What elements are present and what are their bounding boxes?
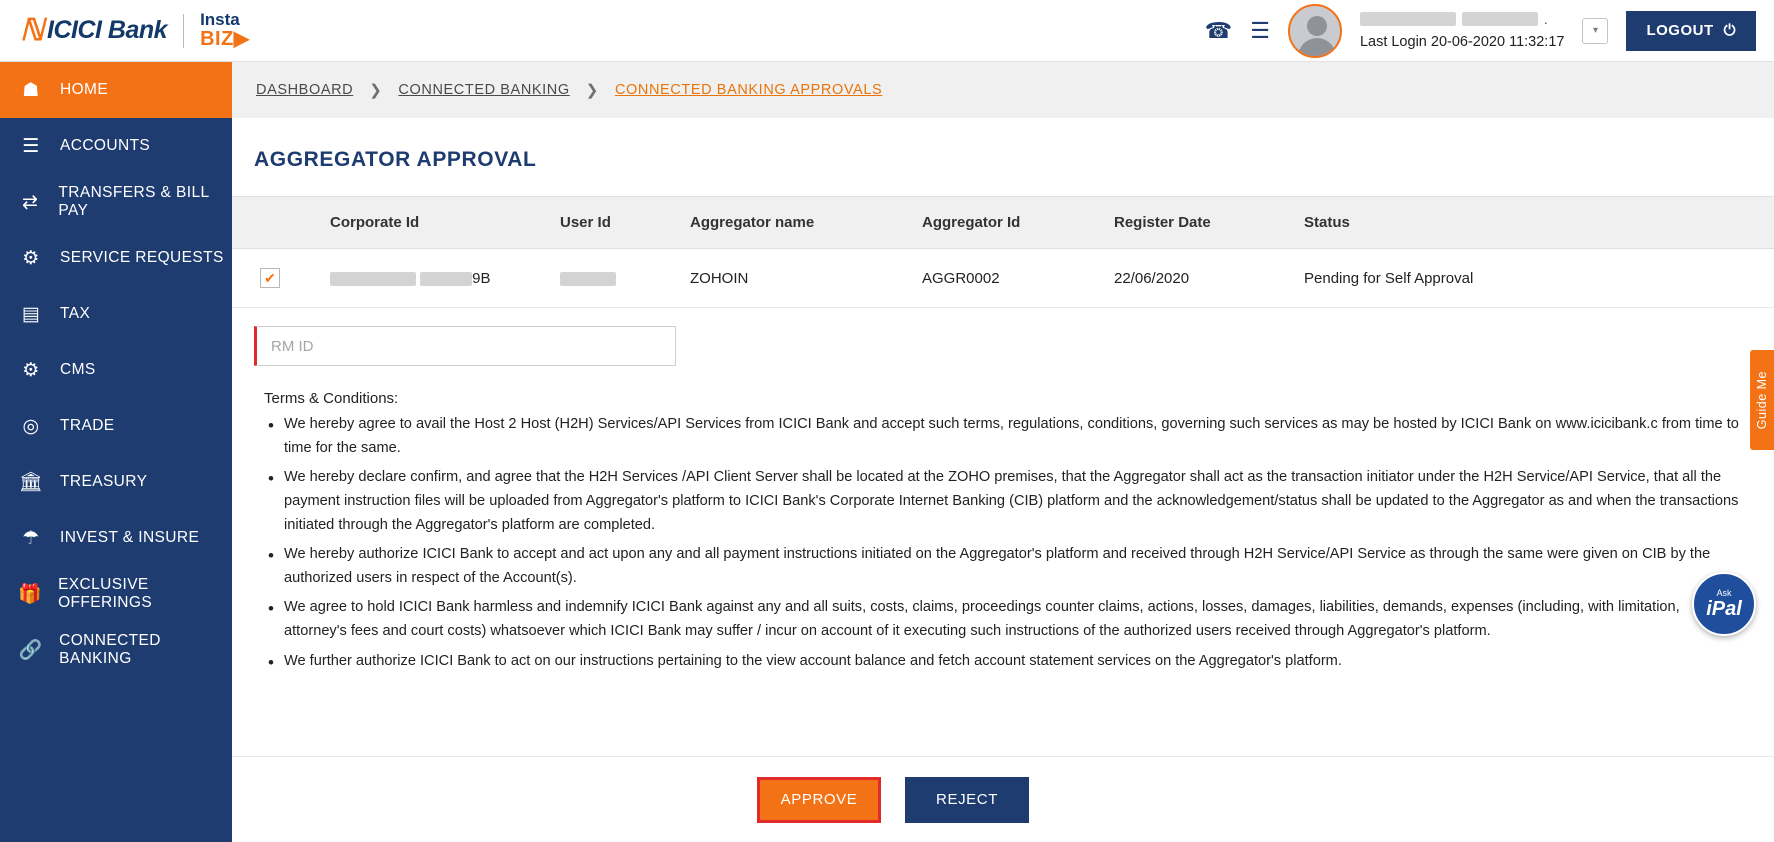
gear-icon: ⚙: [22, 359, 40, 381]
app-header: [0, 0, 1774, 62]
page-title: AGGREGATOR APPROVAL: [254, 148, 537, 171]
last-login-text: Last Login 20-06-2020 11:32:17: [1359, 33, 1565, 50]
user-name-suffix: .: [1543, 11, 1548, 27]
cell-aggregator-name: ZOHOIN: [690, 249, 922, 308]
column-header-aggregator-name: Aggregator name: [690, 197, 922, 249]
sidebar-item-label: SERVICE REQUESTS: [60, 249, 224, 266]
sidebar-item-label: TRADE: [60, 417, 115, 434]
sidebar-item-label: HOME: [60, 81, 109, 98]
list-icon[interactable]: ☰: [1250, 17, 1270, 43]
ask-ipal-button[interactable]: [1692, 572, 1756, 636]
sidebar-item-label: CMS: [60, 361, 96, 378]
header-right-cluster: [1205, 4, 1774, 58]
sidebar-item-label: TRANSFERS & BILL PAY: [58, 184, 209, 219]
check-icon: ✔: [264, 269, 276, 286]
guide-me-tab[interactable]: [1750, 350, 1774, 450]
gift-icon: 🎁: [18, 584, 43, 605]
table-row[interactable]: [232, 249, 1774, 308]
list-item: • We hereby agree to avail the Host 2 Host (H2H) Services/API Services from ICICI Bank and accept such terms, regulations, conditions, governing such services as may be hosted by ICICI Bank on www.icicibank.c from time to time for the same.: [284, 413, 1740, 460]
power-icon: ⏻: [1723, 22, 1736, 39]
trade-globe-icon: ◎: [22, 415, 40, 437]
home-icon: ☗: [22, 79, 40, 101]
logout-button[interactable]: [1626, 11, 1756, 51]
row-select-cell: [232, 249, 330, 308]
umbrella-icon: ☂: [22, 527, 40, 549]
aggregator-approval-table: [232, 196, 1774, 308]
reject-button[interactable]: REJECT: [905, 777, 1029, 823]
sidebar-item-label: TAX: [60, 305, 91, 322]
caret-glyph: ▾: [1592, 25, 1598, 36]
status-badge: Pending for Self Approval: [1304, 249, 1774, 308]
sidebar: [0, 62, 232, 842]
sidebar-item-trade[interactable]: [0, 398, 232, 454]
icici-bank-wordmark: ICICI Bank: [47, 16, 168, 44]
list-item: • We agree to hold ICICI Bank harmless and indemnify ICICI Bank against any and all suits, costs, claims, proceedings counter claims, actions, losses, damages, liabilities, demands, expenses (including, with limitation, attorney's fees and court costs) whatsoever which ICICI Bank may suffer / incur on account of it executing such instructions of the authorized users received through Aggregator's platform.: [284, 596, 1740, 643]
bank-building-icon: 🏛: [18, 472, 44, 493]
instabiz-logo: [200, 11, 250, 50]
breadcrumb-item-connected-banking[interactable]: CONNECTED BANKING: [398, 82, 570, 98]
breadcrumb: [232, 62, 1774, 118]
phone-icon[interactable]: ☎: [1204, 17, 1233, 43]
mask-bar-corp-2: [420, 272, 472, 286]
chevron-right-icon: ❯: [369, 82, 383, 99]
sidebar-item-invest-insure[interactable]: [0, 510, 232, 566]
sidebar-item-transfers-bill-pay[interactable]: [0, 174, 232, 230]
tax-icon: ▤: [21, 303, 41, 325]
cell-aggregator-id: AGGR0002: [922, 249, 1114, 308]
column-header-select: [232, 197, 330, 249]
column-header-user-id: User Id: [560, 197, 690, 249]
mask-bar-1: [1360, 12, 1456, 26]
approve-button[interactable]: APPROVE: [757, 777, 881, 823]
sidebar-item-tax[interactable]: [0, 286, 232, 342]
instabiz-line2: BIZ▶: [200, 27, 250, 50]
list-item: • We further authorize ICICI Bank to act on our instructions pertaining to the view account balance and fetch account statement services on the Aggregator's platform.: [284, 650, 1740, 674]
chevron-right-icon: ❯: [585, 82, 599, 99]
breadcrumb-item-connected-banking-approvals[interactable]: CONNECTED BANKING APPROVALS: [614, 82, 883, 98]
accounts-icon: ☰: [22, 135, 40, 157]
rm-id-row: [232, 308, 1774, 374]
table-body: [232, 249, 1774, 308]
sidebar-item-label: ACCOUNTS: [60, 137, 151, 154]
avatar[interactable]: [1288, 4, 1342, 58]
terms-heading: Terms & Conditions:: [264, 390, 399, 407]
sidebar-item-label: EXCLUSIVE OFFERINGS: [58, 576, 153, 611]
row-checkbox[interactable]: [260, 268, 280, 288]
terms-list: [232, 413, 1774, 673]
sidebar-item-label: TREASURY: [60, 473, 148, 490]
logo-divider: [183, 14, 184, 48]
mask-bar-corp-1: [330, 272, 416, 286]
action-bar: [232, 756, 1774, 842]
list-item: • We hereby authorize ICICI Bank to accept and act upon any and all payment instructions initiated on the Aggregator's platform and received through H2H Service/API Service as through the same were given on CIB by the authorized users in respect of the Account(s).: [284, 543, 1740, 590]
cell-register-date: 22/06/2020: [1114, 249, 1304, 308]
ipal-line2: iPal: [1706, 597, 1742, 620]
mask-bar-2: [1462, 12, 1538, 26]
guide-me-label: Guide Me: [1755, 370, 1769, 430]
column-header-corporate-id: Corporate Id: [330, 197, 560, 249]
sidebar-item-exclusive-offerings[interactable]: [0, 566, 232, 622]
table-header-row: [232, 197, 1774, 249]
list-item: • We hereby declare confirm, and agree that the H2H Services /API Client Server shall be located at the ZOHO premises, that the Aggregator shall act as the transaction initiator under the H2H Service/API Service, that all the payment instruction files will be uploaded from Aggregator's platform to ICICI Bank's Corporate Internet Banking (CIB) platform and the acknowledgement/status shall be updated to the Aggregator as and when the transactions initiated through the Aggregator's platform are completed.: [284, 466, 1740, 537]
column-header-aggregator-id: Aggregator Id: [922, 197, 1114, 249]
user-info: [1360, 12, 1565, 50]
brand-logo[interactable]: [0, 11, 250, 50]
sidebar-item-label: CONNECTED BANKING: [59, 632, 161, 667]
link-icon: 🔗: [18, 640, 43, 661]
sidebar-item-service-requests[interactable]: [0, 230, 232, 286]
transfers-icon: ⇄: [22, 191, 39, 213]
cell-corporate-id: [330, 249, 560, 308]
cell-user-id: [560, 249, 690, 308]
sidebar-item-treasury[interactable]: [0, 454, 232, 510]
corporate-id-suffix: 9B: [472, 269, 491, 287]
table-header: [232, 197, 1774, 249]
logout-label: LOGOUT: [1646, 22, 1714, 39]
sidebar-item-connected-banking[interactable]: [0, 622, 232, 678]
mask-bar-user: [560, 272, 616, 286]
user-name-masked: [1360, 12, 1565, 27]
icici-bank-logo: [20, 13, 168, 47]
column-header-register-date: Register Date: [1114, 197, 1304, 249]
instabiz-line1: Insta: [200, 10, 240, 30]
breadcrumb-item-dashboard[interactable]: DASHBOARD: [256, 82, 354, 98]
sidebar-item-accounts[interactable]: [0, 118, 232, 174]
icici-mark-icon: ℕ: [20, 13, 44, 47]
column-header-status: Status: [1304, 197, 1774, 249]
gear-icon: ⚙: [22, 247, 40, 269]
rm-id-input[interactable]: [254, 326, 676, 366]
ipal-line1: Ask: [1716, 587, 1732, 598]
chevron-down-icon[interactable]: [1582, 18, 1608, 44]
sidebar-item-label: INVEST & INSURE: [60, 529, 200, 546]
main-content: [232, 62, 1774, 842]
sidebar-item-home[interactable]: [0, 62, 232, 118]
sidebar-item-cms[interactable]: [0, 342, 232, 398]
